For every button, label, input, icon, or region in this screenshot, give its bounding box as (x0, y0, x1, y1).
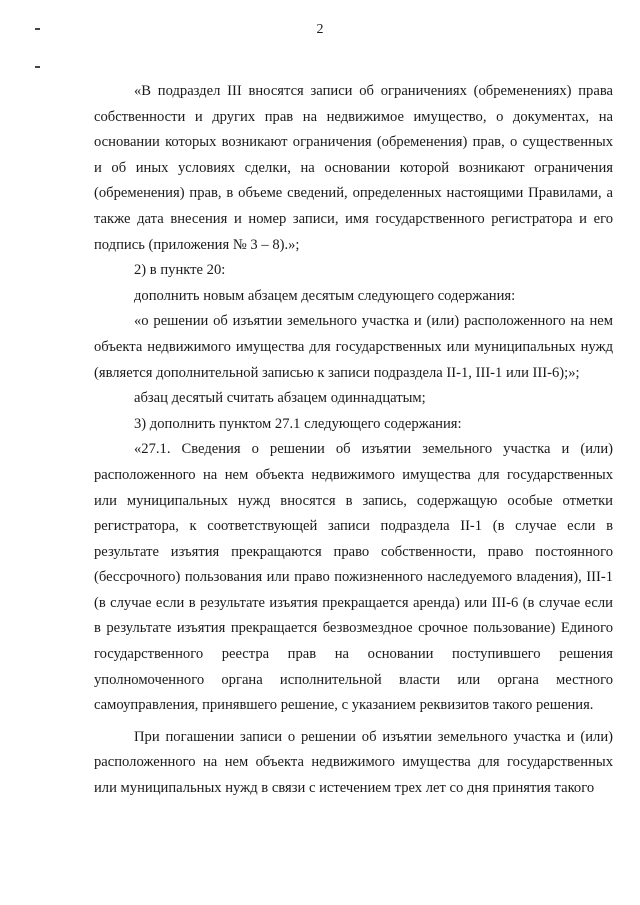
paragraph-27-1: «27.1. Сведения о решении об изъятии земельного участка и (или) расположенного на нем объекта недвижимого имущества для государственных или муниципальных нужд вносятся в запись, содержащую особые отметки регистратора, к соответствующей записи подраздела II-1 (в случае если в результате изъятия прекращаются право собственности, право постоянного (бессрочного) пользования или право пожизненного наследуемого владения), III-1 (в случае если в результате изъятия прекращается аренда) или III-6 (в случае если в результате изъятия прекращается безвозмездное срочное пользование) Единого государственного реестра прав на основании поступившего решения уполномоченного органа исполнительной власти или органа местного самоуправления, принявшего решение, с указанием реквизитов такого решения. (94, 441, 613, 714)
paragraph-item-2: 2) в пункте 20: (134, 262, 226, 279)
document-body (94, 79, 613, 802)
paragraph-add-tenth: дополнить новым абзацем десятым следующего содержания: (134, 287, 516, 304)
paragraph-eleventh: абзац десятый считать абзацем одиннадцатым; (134, 390, 426, 407)
paragraph-redemption: При погашении записи о решении об изъятии земельного участка и (или) расположенного на нем объекта недвижимого имущества для государственных или муниципальных нужд в связи с истечением трех лет со дня принятия такого (94, 728, 613, 797)
paragraph-subsection-iii: «В подраздел III вносятся записи об ограничениях (обременениях) права собственности и других прав на недвижимое имущество, о документах, на основании которых возникают ограничения (обременения) прав, о существенных и об иных условиях сделки, на основании которой возникают ограничения (обременения) прав, в объеме сведений, определенных настоящими Правилами, а также дата внесения и номер записи, имя государственного регистратора и его подпись (приложения № 3 – 8).»; (94, 83, 613, 253)
paragraph-quoted-tenth: «о решении об изъятии земельного участка и (или) расположенного на нем объекта недвижимого имущества для государственных или муниципальных нужд (является дополнительной записью к записи подраздела II-1, III-1 или III-6);»; (94, 313, 613, 381)
margin-mark (35, 66, 40, 68)
page-number: 2 (316, 22, 324, 37)
paragraph-item-3: 3) дополнить пунктом 27.1 следующего содержания: (134, 415, 462, 432)
